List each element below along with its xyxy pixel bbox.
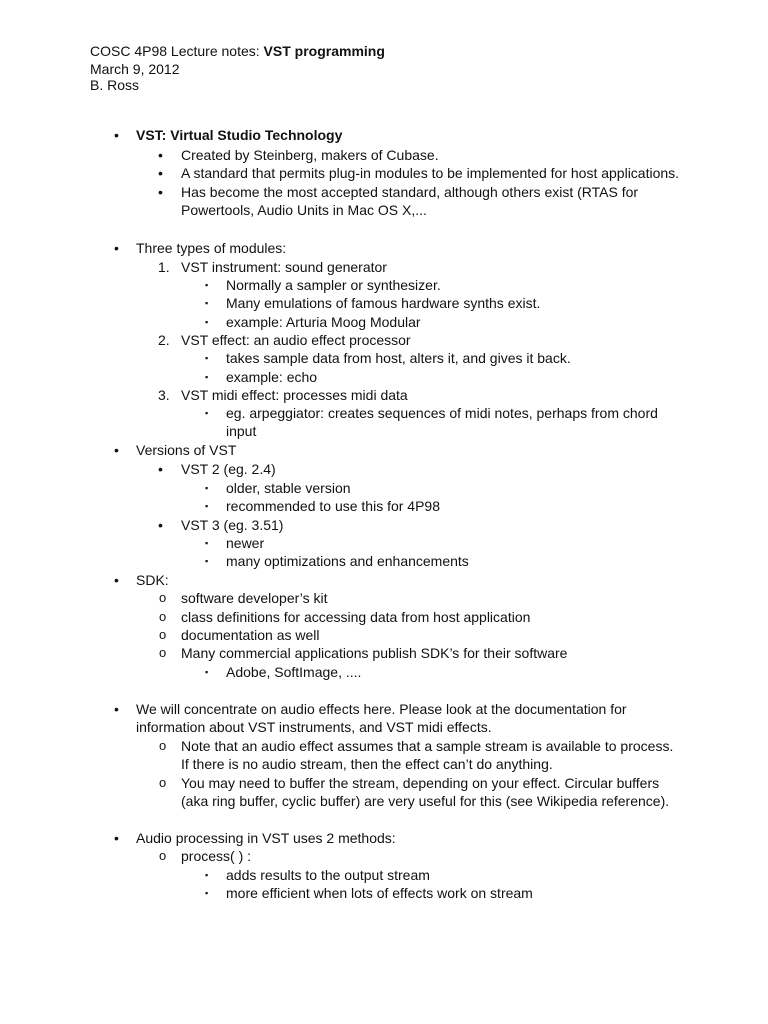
square-marker: ▪: [205, 501, 209, 511]
square-marker: ▪: [205, 888, 209, 898]
bullet-marker: •: [114, 127, 119, 143]
circle-marker: o: [159, 645, 167, 660]
list-item: VST 3 (eg. 3.51): [181, 517, 284, 533]
section-modules-title: Three types of modules:: [136, 240, 287, 256]
list-item: VST instrument: sound generator: [181, 259, 387, 275]
list-item: Adobe, SoftImage, ....: [226, 664, 362, 680]
list-item: more efficient when lots of effects work on stream: [226, 885, 533, 901]
list-item: eg. arpeggiator: creates sequences of midi notes, perhaps from chord: [226, 405, 658, 421]
list-item: adds results to the output stream: [226, 867, 430, 883]
bullet-marker: •: [114, 572, 119, 588]
square-marker: ▪: [205, 667, 209, 677]
course-prefix: COSC 4P98 Lecture notes:: [90, 43, 264, 59]
list-item: newer: [226, 535, 265, 551]
square-marker: ▪: [205, 483, 209, 493]
paragraph: We will concentrate on audio effects here. Please look at the documentation for: [136, 701, 627, 717]
list-item: recommended to use this for 4P98: [226, 498, 441, 514]
doc-author: B. Ross: [90, 77, 140, 93]
list-item-continuation: (aka ring buffer, cyclic buffer) are very useful for this (see Wikipedia reference).: [181, 793, 670, 809]
list-item: Created by Steinberg, makers of Cubase.: [181, 147, 439, 163]
list-item: takes sample data from host, alters it, and gives it back.: [226, 350, 571, 366]
list-item: VST 2 (eg. 2.4): [181, 461, 276, 477]
doc-header-course: [90, 42, 385, 60]
square-marker: ▪: [205, 353, 209, 363]
bullet-marker: •: [158, 461, 163, 477]
circle-marker: o: [159, 609, 167, 624]
list-item: process( ) :: [181, 848, 252, 864]
square-marker: ▪: [205, 317, 209, 327]
square-marker: ▪: [205, 538, 209, 548]
list-item: Has become the most accepted standard, although others exist (RTAS for: [181, 184, 639, 200]
circle-marker: o: [159, 848, 167, 863]
bullet-marker: •: [158, 147, 163, 163]
square-marker: ▪: [205, 870, 209, 880]
list-item-continuation: If there is no audio stream, then the effect can’t do anything.: [181, 756, 553, 772]
section-versions-title: Versions of VST: [136, 442, 237, 458]
bullet-marker: •: [114, 442, 119, 458]
list-item: A standard that permits plug-in modules to be implemented for host applications.: [181, 165, 680, 181]
bullet-marker: •: [158, 517, 163, 533]
section-vst-title: [136, 126, 342, 144]
number-marker: 3.: [158, 387, 170, 403]
section-vst-title-text: VST: Virtual Studio Technology: [136, 127, 343, 143]
list-item: software developer’s kit: [181, 590, 328, 606]
list-item: example: Arturia Moog Modular: [226, 314, 421, 330]
bullet-marker: •: [114, 701, 119, 717]
number-marker: 2.: [158, 332, 170, 348]
list-item: You may need to buffer the stream, depending on your effect. Circular buffers: [181, 775, 660, 791]
number-marker: 1.: [158, 259, 170, 275]
section-sdk-title: SDK:: [136, 572, 169, 588]
list-item: example: echo: [226, 369, 318, 385]
square-marker: ▪: [205, 372, 209, 382]
list-item: many optimizations and enhancements: [226, 553, 469, 569]
bullet-marker: •: [114, 830, 119, 846]
circle-marker: o: [159, 590, 167, 605]
bullet-marker: •: [158, 165, 163, 181]
circle-marker: o: [159, 775, 167, 790]
list-item: Many commercial applications publish SDK’s for their software: [181, 645, 568, 661]
circle-marker: o: [159, 627, 167, 642]
bullet-marker: •: [114, 240, 119, 256]
bullet-marker: •: [158, 184, 163, 200]
square-marker: ▪: [205, 408, 209, 418]
list-item-continuation: Powertools, Audio Units in Mac OS X,...: [181, 202, 427, 218]
list-item-continuation: input: [226, 423, 257, 439]
doc-date: March 9, 2012: [90, 61, 180, 77]
square-marker: ▪: [205, 280, 209, 290]
paragraph-continuation: information about VST instruments, and VST midi effects.: [136, 719, 492, 735]
list-item: documentation as well: [181, 627, 320, 643]
list-item: VST effect: an audio effect processor: [181, 332, 411, 348]
circle-marker: o: [159, 738, 167, 753]
list-item: Many emulations of famous hardware synths exist.: [226, 295, 541, 311]
square-marker: ▪: [205, 298, 209, 308]
course-title: VST programming: [263, 43, 385, 59]
list-item: Note that an audio effect assumes that a sample stream is available to process.: [181, 738, 674, 754]
list-item: Normally a sampler or synthesizer.: [226, 277, 441, 293]
square-marker: ▪: [205, 556, 209, 566]
list-item: older, stable version: [226, 480, 351, 496]
list-item: class definitions for accessing data from host application: [181, 609, 531, 625]
section-audio-processing-title: Audio processing in VST uses 2 methods:: [136, 830, 396, 846]
list-item: VST midi effect: processes midi data: [181, 387, 408, 403]
